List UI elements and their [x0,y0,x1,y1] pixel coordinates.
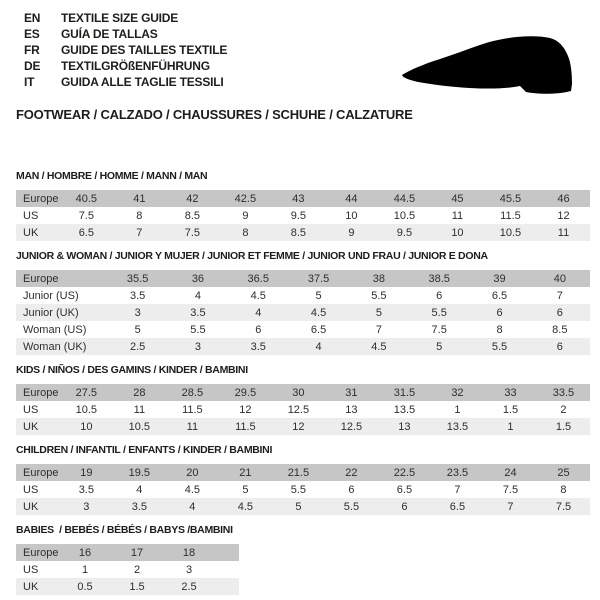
size-value-cell: 13.5 [393,403,416,416]
empty-cell [215,578,239,595]
size-value-cell: 4 [136,483,143,496]
size-value-cell: 3 [83,500,90,513]
row-region-label: Junior (UK) [23,306,79,319]
size-table [16,384,590,435]
table-row [16,498,590,515]
size-value-cell: 43 [292,192,305,205]
size-value-cell: 42 [186,192,199,205]
language-row [24,59,227,75]
shoe-icon [398,34,574,96]
size-value-cell: 3 [185,563,193,576]
size-value-cell: 45 [451,192,464,205]
size-value-cell: 9.5 [396,226,413,239]
size-value-cell: 6 [348,483,355,496]
language-title: GUIDE DES TAILLES TEXTILE [61,43,228,57]
size-value-cell: 2.5 [129,340,146,353]
table-row [16,578,239,595]
size-value-cell: 10.5 [75,403,98,416]
size-value-cell: 6.5 [310,323,327,336]
size-value-cell: 13 [345,403,358,416]
size-value-cell: 30 [292,386,305,399]
category-heading: FOOTWEAR / CALZADO / CHAUSSURES / SCHUHE / CALZATURE [16,107,413,122]
size-value-cell: 6.5 [78,226,94,239]
size-value-cell: 33 [504,386,517,399]
size-value-cell: 38.5 [428,272,450,285]
size-value-cell: 6 [436,289,443,302]
language-code: IT [24,75,35,89]
size-value-cell: 8 [136,209,143,222]
size-section [16,250,590,355]
size-value-cell: 28 [133,386,146,399]
size-value-cell: 3.5 [129,289,146,302]
size-value-cell: 3 [194,340,201,353]
row-region-label: US [23,209,39,222]
size-value-cell: 5.5 [371,289,387,302]
row-region-label: UK [23,226,39,239]
language-row [24,11,227,27]
size-value-cell: 5.5 [190,323,206,336]
table-row [16,321,590,338]
empty-cell [215,561,239,578]
section-heading: BABIES / BEBÉS / BÉBÉS / BABYS /BAMBINI [16,524,233,536]
size-value-cell: 6 [556,306,563,319]
size-value-cell: 44 [345,192,358,205]
size-value-cell: 10.5 [128,420,151,433]
size-value-cell: 3.5 [78,483,94,496]
language-code: DE [24,59,41,73]
size-value-cell: 7.5 [502,483,519,496]
size-value-cell: 3 [134,306,141,319]
size-value-cell: 7 [507,500,514,513]
size-section [16,364,590,435]
size-value-cell: 8 [560,483,567,496]
row-region-label: US [23,563,39,576]
size-value-cell: 9.5 [290,209,307,222]
size-value-cell: 2.5 [181,580,197,593]
size-value-cell: 4 [255,306,262,319]
section-heading: JUNIOR & WOMAN / JUNIOR Y MUJER / JUNIOR ET FEMME / JUNIOR UND FRAU / JUNIOR E DONA [16,250,488,262]
table-row [16,270,590,287]
size-value-cell: 8 [496,323,503,336]
table-row [16,304,590,321]
size-value-cell: 22.5 [393,466,416,479]
size-value-cell: 16 [78,546,92,559]
size-table [16,190,590,241]
row-region-label: UK [23,420,39,433]
table-row [16,287,590,304]
row-region-label: Europe [23,546,59,559]
table-row [16,418,590,435]
size-value-cell: 11 [557,226,570,239]
row-region-label: Junior (US) [23,289,79,302]
size-tables [16,160,590,595]
size-value-cell: 12 [239,403,252,416]
size-value-cell: 10.5 [499,226,522,239]
size-value-cell: 6 [496,306,503,319]
size-value-cell: 40.5 [75,192,98,205]
size-value-cell: 6 [556,340,563,353]
size-table [16,544,239,595]
row-region-label: US [23,403,39,416]
size-value-cell: 5 [315,289,322,302]
size-value-cell: 13.5 [446,420,469,433]
size-section [16,524,590,595]
language-row [24,43,227,59]
size-value-cell: 25 [557,466,570,479]
size-value-cell: 1.5 [129,580,145,593]
size-value-cell: 11 [451,209,464,222]
size-value-cell: 2 [560,403,567,416]
size-value-cell: 38 [372,272,385,285]
size-section [16,444,590,515]
row-region-label: UK [23,580,39,593]
row-region-label: Europe [23,386,59,399]
size-value-cell: 35.5 [126,272,149,285]
size-value-cell: 1 [507,420,514,433]
size-value-cell: 27.5 [75,386,98,399]
table-row [16,338,590,355]
size-value-cell: 1.5 [502,403,519,416]
size-value-cell: 8.5 [552,323,568,336]
size-value-cell: 5 [375,306,382,319]
size-value-cell: 11 [133,403,146,416]
table-row [16,481,590,498]
size-value-cell: 31 [345,386,358,399]
size-value-cell: 2 [133,563,141,576]
size-table [16,464,590,515]
size-value-cell: 12 [557,209,570,222]
size-value-cell: 7.5 [78,209,94,222]
size-value-cell: 19 [80,466,93,479]
size-value-cell: 5.5 [491,340,508,353]
size-value-cell: 13 [398,420,411,433]
size-value-cell: 4 [189,500,196,513]
row-region-label: Europe [23,272,59,285]
size-value-cell: 36 [191,272,205,285]
table-row [16,464,590,481]
size-value-cell: 6.5 [491,289,508,302]
size-value-cell: 4.5 [371,340,387,353]
size-section [16,170,590,241]
size-value-cell: 33.5 [552,386,575,399]
size-value-cell: 5 [295,500,302,513]
size-value-cell: 4 [194,289,201,302]
size-value-cell: 1.5 [555,420,572,433]
size-value-cell: 6.5 [396,483,413,496]
size-value-cell: 7.5 [555,500,572,513]
size-value-cell: 10 [345,209,358,222]
language-code: FR [24,43,40,57]
size-value-cell: 8.5 [184,209,201,222]
size-value-cell: 5.5 [343,500,360,513]
size-value-cell: 7 [375,323,382,336]
size-value-cell: 11.5 [235,420,256,433]
size-value-cell: 21.5 [287,466,310,479]
size-value-cell: 6 [401,500,408,513]
row-region-label: US [23,483,39,496]
size-value-cell: 45.5 [499,192,522,205]
language-row [24,27,227,43]
language-title: GUIDA ALLE TAGLIE TESSILI [61,75,224,89]
size-value-cell: 5 [134,323,141,336]
language-title: TEXTILGRÖßENFÜHRUNG [61,59,210,73]
size-value-cell: 21 [239,466,252,479]
size-value-cell: 7 [454,483,461,496]
size-value-cell: 29.5 [234,386,257,399]
size-value-cell: 7 [556,289,563,302]
size-value-cell: 32 [451,386,464,399]
row-region-label: Woman (US) [23,323,87,336]
language-code: EN [24,11,41,25]
size-value-cell: 11.5 [182,403,203,416]
section-heading: KIDS / NIÑOS / DES GAMINS / KINDER / BAMBINI [16,364,248,376]
size-value-cell: 4.5 [250,289,266,302]
size-value-cell: 42.5 [234,192,257,205]
empty-cell [215,544,239,561]
size-value-cell: 3.5 [250,340,266,353]
size-value-cell: 1 [454,403,461,416]
size-value-cell: 4 [315,340,322,353]
size-value-cell: 12.5 [340,420,363,433]
size-value-cell: 5 [436,340,443,353]
table-row [16,544,239,561]
size-value-cell: 24 [504,466,517,479]
size-value-cell: 4.5 [237,500,254,513]
size-value-cell: 11 [186,420,199,433]
size-value-cell: 9 [242,209,249,222]
size-value-cell: 12 [292,420,305,433]
language-list [24,11,227,91]
table-row [16,190,590,207]
language-title: TEXTILE SIZE GUIDE [61,11,179,25]
size-value-cell: 20 [186,466,199,479]
size-value-cell: 10 [80,420,93,433]
size-value-cell: 6.5 [449,500,466,513]
size-value-cell: 46 [557,192,570,205]
row-region-label: Woman (UK) [23,340,87,353]
size-value-cell: 36.5 [247,272,269,285]
size-value-cell: 7.5 [431,323,447,336]
row-region-label: Europe [23,466,59,479]
language-row [24,75,227,91]
size-value-cell: 39 [493,272,506,285]
size-value-cell: 31.5 [393,386,416,399]
size-value-cell: 0.5 [77,580,93,593]
size-value-cell: 37.5 [307,272,330,285]
size-value-cell: 17 [130,546,144,559]
language-code: ES [24,27,40,41]
size-value-cell: 11.5 [500,209,521,222]
size-value-cell: 12.5 [287,403,310,416]
row-region-label: Europe [23,192,59,205]
size-value-cell: 41 [133,192,146,205]
size-value-cell: 10 [451,226,464,239]
table-row [16,384,590,401]
row-region-label: UK [23,500,39,513]
size-value-cell: 5.5 [290,483,307,496]
section-heading: CHILDREN / INFANTIL / ENFANTS / KINDER / BAMBINI [16,444,273,456]
table-row [16,207,590,224]
size-value-cell: 40 [553,272,566,285]
size-value-cell: 19.5 [128,466,151,479]
table-row [16,401,590,418]
size-value-cell: 7 [136,226,143,239]
size-value-cell: 3.5 [131,500,147,513]
size-value-cell: 5 [242,483,249,496]
size-value-cell: 28.5 [181,386,204,399]
size-value-cell: 8.5 [290,226,307,239]
table-row [16,224,590,241]
size-table [16,270,590,355]
size-value-cell: 22 [345,466,358,479]
size-value-cell: 23.5 [446,466,469,479]
size-value-cell: 5.5 [431,306,447,319]
size-value-cell: 3.5 [190,306,206,319]
size-value-cell: 44.5 [393,192,416,205]
size-value-cell: 4.5 [184,483,201,496]
size-value-cell: 1 [81,563,89,576]
language-title: GUÍA DE TALLAS [61,27,158,41]
size-value-cell: 6 [255,323,262,336]
size-value-cell: 18 [182,546,196,559]
table-row [16,561,239,578]
section-heading: MAN / HOMBRE / HOMME / MANN / MAN [16,170,208,182]
size-value-cell: 7.5 [184,226,201,239]
size-value-cell: 9 [348,226,355,239]
size-value-cell: 8 [242,226,249,239]
size-value-cell: 4.5 [310,306,327,319]
size-value-cell: 10.5 [393,209,416,222]
